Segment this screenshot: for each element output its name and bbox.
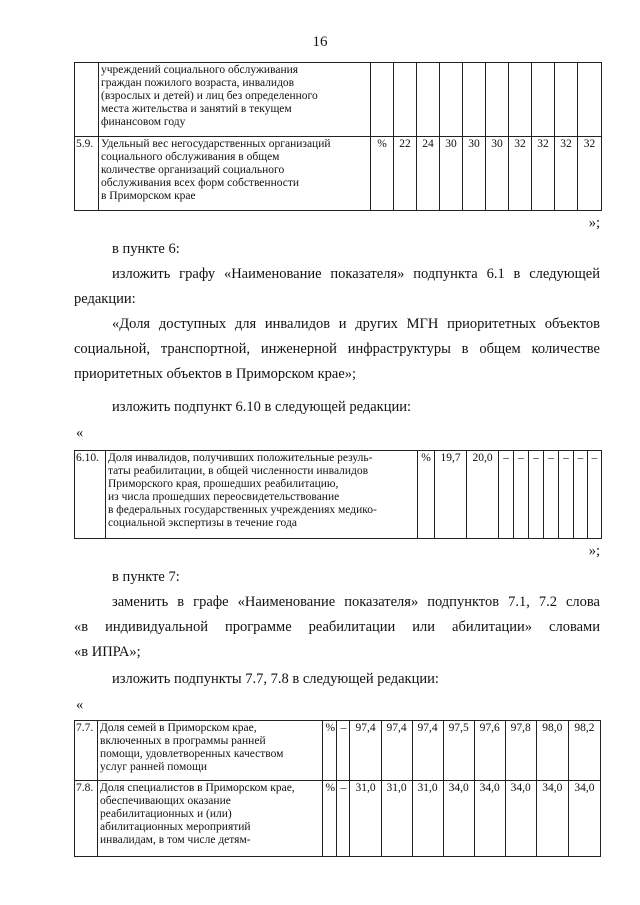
value-cell: 97,5	[443, 721, 474, 781]
value-cell: 32	[532, 137, 555, 211]
table-row	[75, 721, 601, 781]
value-cell: 24	[417, 137, 440, 211]
table-row	[75, 137, 602, 211]
value-cell: 20,0	[467, 451, 499, 539]
indicator-table-5	[74, 62, 602, 211]
value-cell: 34,0	[443, 781, 474, 857]
table-row	[75, 63, 602, 137]
value-cell: 97,4	[412, 721, 443, 781]
value-cell: 97,8	[505, 721, 536, 781]
quoted-text: «Доля доступных для инвалидов и других МГН приоритетных объектов	[112, 316, 600, 332]
unit-cell: %	[418, 451, 435, 539]
value-cell: 31,0	[381, 781, 412, 857]
value-cell: –	[529, 451, 544, 539]
unit-cell: %	[323, 721, 337, 781]
indicator-name: Доля семей в Приморском крае, включенных в программы ранней помощи, удовлетворенных качеством услуг ранней помощи	[98, 721, 323, 781]
paragraph-text: изложить подпункты 7.7, 7.8 в следующей редакции:	[112, 671, 439, 687]
value-cell: 97,6	[474, 721, 505, 781]
value-cell: –	[588, 451, 602, 539]
quoted-text: приоритетных объектов в Приморском крае»;	[74, 366, 357, 382]
table-row	[75, 781, 601, 857]
value-cell: –	[499, 451, 514, 539]
value-cell: 34,0	[505, 781, 536, 857]
row-code: 7.7.	[75, 721, 98, 781]
unit-cell: %	[371, 137, 394, 211]
value-cell: 32	[555, 137, 578, 211]
paragraph-point-6: в пункте 6:	[112, 241, 180, 257]
value-cell: 31,0	[412, 781, 443, 857]
indicator-table-6	[74, 450, 602, 539]
value-cell: 22	[394, 137, 417, 211]
value-cell: 34,0	[568, 781, 600, 857]
indicator-name: Удельный вес негосударственных организаций социального обслуживания в общем количестве организаций социального обслуживания всех форм собственности в Приморском крае	[99, 137, 371, 211]
value-cell: 30	[463, 137, 486, 211]
value-cell: 32	[578, 137, 602, 211]
indicator-name: Доля специалистов в Приморском крае, обеспечивающих оказание реабилитационных и (или) абилитационных мероприятий инвалидам, в том числе детям-	[98, 781, 323, 857]
quote-close: »;	[588, 543, 600, 559]
unit-cell: %	[323, 781, 337, 857]
value-cell: 98,0	[536, 721, 568, 781]
paragraph-text: редакции:	[74, 291, 136, 307]
quote-open: «	[76, 697, 84, 713]
row-code: 7.8.	[75, 781, 98, 857]
value-cell: –	[337, 721, 350, 781]
quote-close: »;	[588, 215, 600, 231]
value-cell: –	[337, 781, 350, 857]
value-cell: 30	[486, 137, 509, 211]
row-code: 5.9.	[75, 137, 99, 211]
indicator-name: учреждений социального обслуживания граждан пожилого возраста, инвалидов (взрослых и детей) и лиц без определенного места жительства и занятий в текущем финансовом году	[99, 63, 371, 137]
quote-open: «	[76, 425, 84, 441]
indicator-name: Доля инвалидов, получивших положительные резуль- таты реабилитации, в общей численности инвалидов Приморского края, прошедших реабилитацию, из числа прошедших переосвидетельствование в федеральных государственных учреждениях медико- социальной экспертизы в течение года	[106, 451, 418, 539]
value-cell: 98,2	[568, 721, 600, 781]
page-number: 16	[312, 34, 328, 50]
quoted-text: социальной, транспортной, инженерной инфраструктуры в общем количестве	[74, 341, 600, 357]
value-cell: 97,4	[350, 721, 381, 781]
paragraph-text: «в ИПРА»;	[74, 644, 141, 660]
value-cell: –	[574, 451, 588, 539]
value-cell: –	[559, 451, 574, 539]
paragraph-text: «в индивидуальной программе реабилитации или абилитации» словами	[74, 619, 600, 635]
value-cell: 31,0	[350, 781, 381, 857]
value-cell: 32	[509, 137, 532, 211]
value-cell: 34,0	[536, 781, 568, 857]
table-row	[75, 451, 602, 539]
value-cell: –	[544, 451, 559, 539]
row-code: 6.10.	[75, 451, 106, 539]
paragraph-text: изложить графу «Наименование показателя» подпункта 6.1 в следующей	[112, 266, 600, 282]
value-cell: 97,4	[381, 721, 412, 781]
indicator-table-7	[74, 720, 601, 857]
value-cell: 19,7	[435, 451, 467, 539]
paragraph-text: изложить подпункт 6.10 в следующей редакции:	[112, 399, 412, 415]
paragraph-text: заменить в графе «Наименование показателя» подпунктов 7.1, 7.2 слова	[112, 594, 600, 610]
value-cell: 30	[440, 137, 463, 211]
paragraph-point-7: в пункте 7:	[112, 569, 180, 585]
value-cell: 34,0	[474, 781, 505, 857]
value-cell: –	[514, 451, 529, 539]
